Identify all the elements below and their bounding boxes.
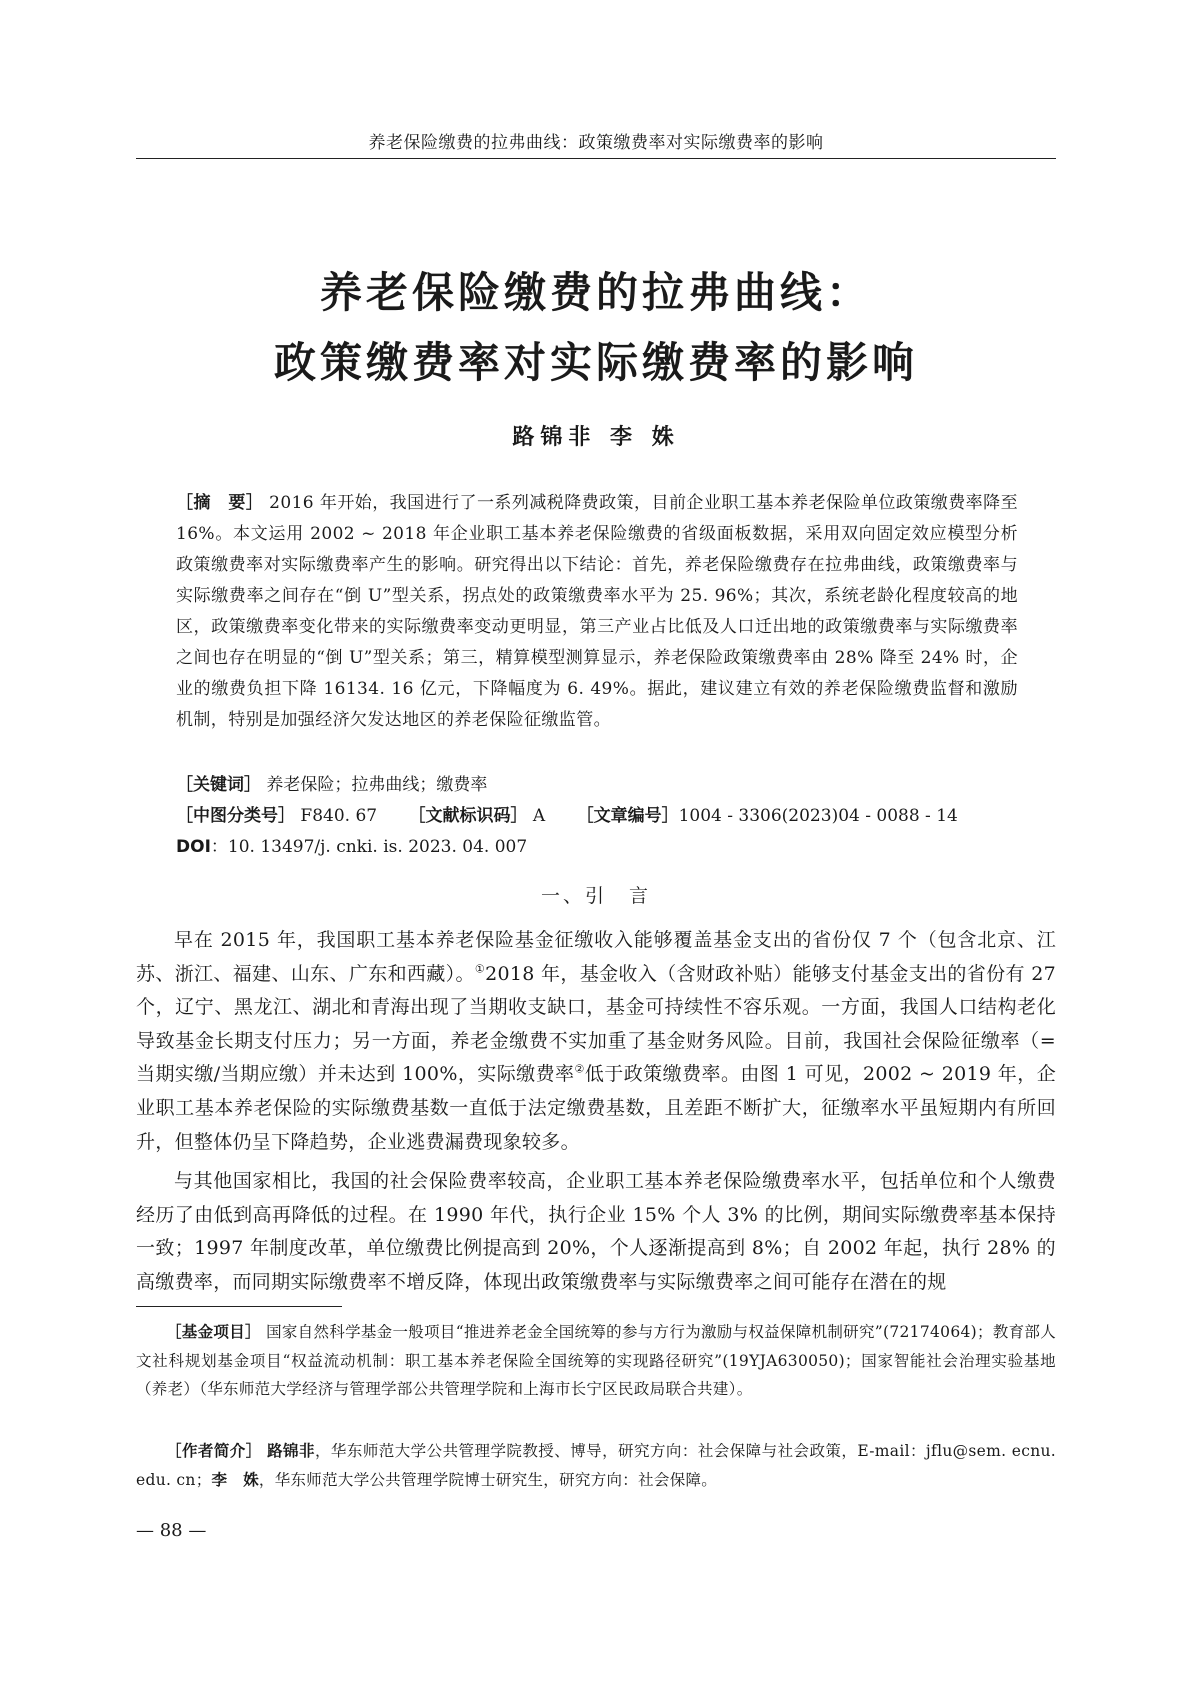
funding-footnote — [136, 1318, 1056, 1404]
article-number-label: ［文章编号］ — [576, 806, 679, 826]
doi-line — [176, 832, 1018, 862]
para1-part2: 2018 年，基金收入（含财政补贴）能够支付基金支出的省份有 27 个，辽宁、黑龙江、湖北和青海出现了当期收支缺口，基金可持续性不容乐观。一方面，我国人口结构老化导致基金长期支付压力；另一方面，养老金缴费不实加重了基金财务风险。目前，我国社会保险征缴率（= 当期实缴/当期应缴）并未达到 100%，实际缴费率 — [136, 962, 1056, 1086]
para1-part3: 低于政策缴费率。由图 1 可见，2002 ~ 2019 年，企业职工基本养老保险的实际缴费基数一直低于法定缴费基数，且差距不断扩大，征缴率水平虽短期内有所回升，但整体仍呈下降趋势，企业逃费漏费现象较多。 — [136, 1063, 1056, 1153]
bio-text-1: ，华东师范大学公共管理学院教授、博导，研究方向：社会保障与社会政策，E-mail：jflu@sem. ecnu. edu. cn； — [136, 1442, 1056, 1489]
page-number: — 88 — — [136, 1520, 207, 1541]
footnote-marker-2: ② — [574, 1063, 585, 1077]
keywords-text: 养老保险；拉弗曲线；缴费率 — [266, 775, 488, 795]
author-bio-footnote — [136, 1437, 1056, 1494]
body-paragraph-1 — [136, 924, 1056, 1159]
abstract — [176, 488, 1018, 736]
section-heading: 一、引 言 — [540, 885, 651, 907]
doi-value: ：10. 13497/j. cnki. is. 2023. 04. 007 — [210, 837, 528, 857]
article-number-value: 1004 - 3306(2023)04 - 0088 - 14 — [678, 806, 958, 826]
abstract-label: ［摘 要］ — [176, 493, 264, 513]
article-title-line-2: 政策缴费率对实际缴费率的影响 — [273, 338, 918, 387]
footnote-rule — [136, 1306, 342, 1307]
body-paragraph-2: 与其他国家相比，我国的社会保险费率较高，企业职工基本养老保险缴费率水平，包括单位和个人缴费经历了由低到高再降低的过程。在 1990 年代，执行企业 15% 个人 3% 的比例，期间实际缴费率基本保持一致；1997 年制度改革，单位缴费比例提高到 20%，个人逐渐提高到 8%；自 2002 年起，执行 28% 的高缴费率，而同期实际缴费率不增反降，体现出政策缴费率与实际缴费率之间可能存在潜在的规 — [136, 1170, 1056, 1293]
keywords — [176, 770, 1018, 800]
document-code-value: A — [532, 806, 546, 826]
doi-label: DOI — [176, 837, 211, 857]
running-header: 养老保险缴费的拉弗曲线：政策缴费率对实际缴费率的影响 — [368, 133, 824, 153]
keywords-label: ［关键词］ — [176, 775, 261, 795]
funding-label: ［基金项目］ — [166, 1323, 261, 1341]
header-rule — [136, 158, 1056, 159]
para1-part1: 早在 2015 年，我国职工基本养老保险基金征缴收入能够覆盖基金支出的省份仅 7 个（包含北京、江苏、浙江、福建、山东、广东和西藏）。 — [136, 929, 1056, 985]
funding-text: 国家自然科学基金一般项目“推进养老金全国统筹的参与方行为激励与权益保障机制研究”(72174064)；教育部人文社科规划基金项目“权益流动机制：职工基本养老保险全国统筹的实现路径研究”(19YJA630050)；国家智能社会治理实验基地（养老）（华东师范大学经济与管理学部公共管理学院和上海市长宁区民政局联合共建）。 — [136, 1323, 1056, 1398]
author-names: 路锦非 李 姝 — [512, 424, 680, 450]
bio-text-2: ，华东师范大学公共管理学院博士研究生，研究方向：社会保障。 — [258, 1470, 718, 1489]
footnote-marker-1: ① — [474, 962, 486, 976]
document-code-label: ［文献标识码］ — [408, 806, 528, 826]
bio-author-1: 路锦非 — [267, 1441, 315, 1460]
article-title-line-1: 养老保险缴费的拉弗曲线： — [319, 268, 872, 317]
bio-author-2: 李 姝 — [211, 1469, 259, 1489]
bio-label: ［作者简介］ — [166, 1442, 262, 1460]
classification-line — [176, 801, 1018, 831]
clc-value: F840. 67 — [300, 806, 378, 826]
clc-label: ［中图分类号］ — [176, 806, 295, 826]
abstract-text: 2016 年开始，我国进行了一系列减税降费政策，目前企业职工基本养老保险单位政策缴费率降至 16%。本文运用 2002 ~ 2018 年企业职工基本养老保险缴费的省级面板数据，采用双向固定效应模型分析政策缴费率对实际缴费率产生的影响。研究得出以下结论：首先，养老保险缴费存在拉弗曲线，政策缴费率与实际缴费率之间存在“倒 U”型关系，拐点处的政策缴费率水平为 25. 96%；其次，系统老龄化程度较高的地区，政策缴费率变化带来的实际缴费率变动更明显，第三产业占比低及人口迁出地的政策缴费率与实际缴费率之间也存在明显的“倒 U”型关系；第三，精算模型测算显示，养老保险政策缴费率由 28% 降至 24% 时，企业的缴费负担下降 16134. 16 亿元，下降幅度为 6. 49%。据此，建议建立有效的养老保险缴费监督和激励机制，特别是加强经济欠发达地区的养老保险征缴监管。 — [176, 493, 1018, 730]
